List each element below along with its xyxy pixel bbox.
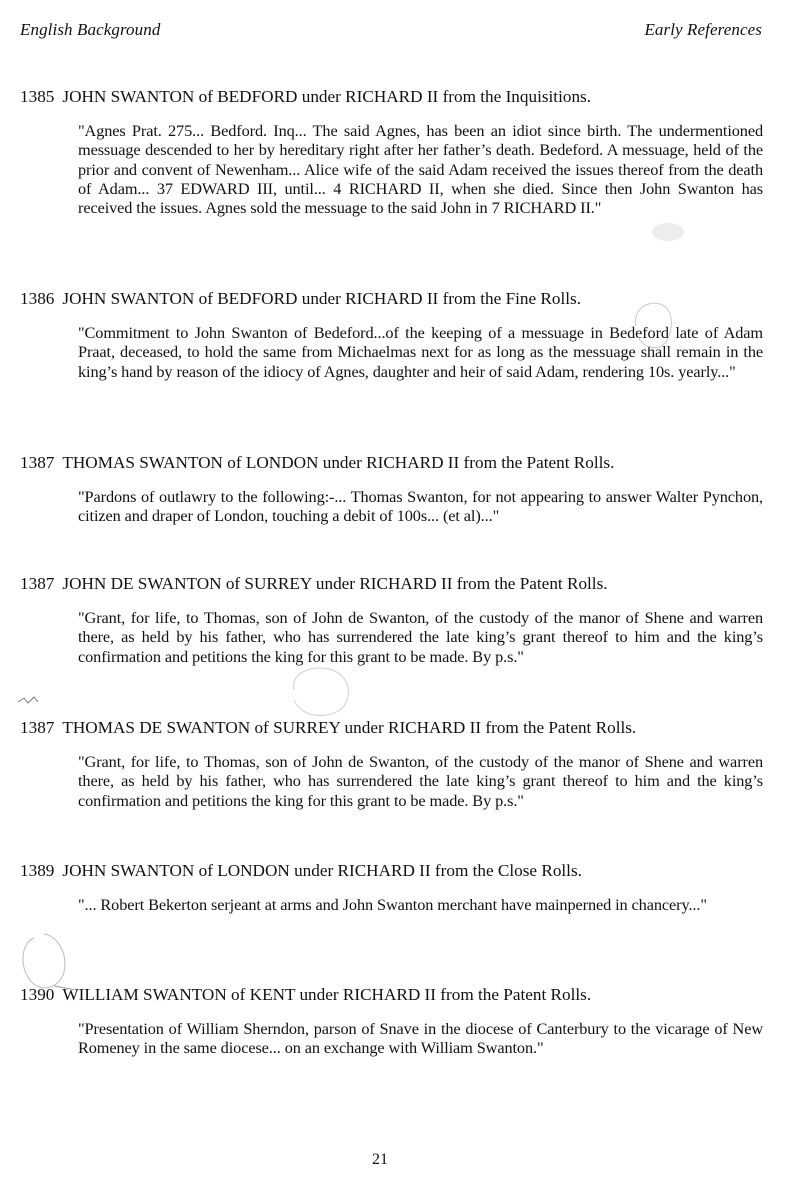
running-head-left: English Background — [20, 20, 161, 39]
page-number: 21 — [372, 1151, 388, 1168]
entry-year: 1385 — [20, 87, 55, 106]
entry-title: JOHN SWANTON of BEDFORD under RICHARD II from the Fine Rolls. — [62, 289, 582, 308]
entry-year: 1389 — [20, 861, 55, 880]
entry-heading — [20, 452, 765, 474]
record-entry — [20, 717, 765, 810]
scan-smudge-mark — [642, 216, 690, 246]
entry-year: 1387 — [20, 574, 55, 593]
entry-year: 1386 — [20, 289, 55, 308]
entry-quote: "Pardons of outlawry to the following:-... Thomas Swanton, for not appearing to answer Walter Pynchon, citizen and draper of London, touching a debit of 100s... (et al)..." — [78, 487, 763, 526]
record-entry — [20, 984, 765, 1058]
entry-quote: "Agnes Prat. 275... Bedford. Inq... The said Agnes, has been an idiot since birth. The undermentioned messuage descended to her by hereditary right after her father’s death. Bedeford. A messuage, held of the prior and convent of Newenham... Alice wife of the said Adam received the issues thereof from the death of Adam... 37 EDWARD III, until... 4 RICHARD II, when she died. Since then John Swanton has received the issues. Agnes sold the messuage to the said John in 7 RICHARD II." — [78, 121, 763, 218]
entry-quote: "... Robert Bekerton serjeant at arms and John Swanton merchant have mainperned in chancery..." — [78, 895, 707, 914]
entry-heading — [20, 860, 765, 882]
record-entry — [20, 452, 765, 526]
record-entry — [20, 86, 765, 217]
entry-title: JOHN SWANTON of BEDFORD under RICHARD II from the Inquisitions. — [62, 87, 592, 106]
scan-smudge-mark — [284, 660, 360, 720]
entry-title: THOMAS DE SWANTON of SURREY under RICHARD II from the Patent Rolls. — [62, 718, 637, 737]
entry-quote: "Commitment to John Swanton of Bedeford...of the keeping of a messuage in Bedeford late of Adam Praat, deceased, to hold the same from Michaelmas next for as long as the messuage shall remain in the king’s hand by reason of the idiocy of Agnes, daughter and heir of said Adam, rendering 10s. yearly..." — [78, 323, 763, 381]
record-entry — [20, 288, 765, 381]
record-entry — [20, 860, 765, 914]
entry-title: WILLIAM SWANTON of KENT under RICHARD II from the Patent Rolls. — [62, 985, 592, 1004]
entry-year: 1390 — [20, 985, 55, 1004]
record-entry — [20, 573, 765, 666]
entry-year: 1387 — [20, 453, 55, 472]
entry-title: THOMAS SWANTON of LONDON under RICHARD II from the Patent Rolls. — [62, 453, 615, 472]
entry-quote: "Grant, for life, to Thomas, son of John de Swanton, of the custody of the manor of Shene and warren there, as held by his father, who has surrendered the late king’s grant thereof to him and the king’s confirmation and petitions the king for this grant to be made. By p.s." — [78, 608, 763, 666]
entry-title: JOHN DE SWANTON of SURREY under RICHARD II from the Patent Rolls. — [62, 574, 608, 593]
entry-title: JOHN SWANTON of LONDON under RICHARD II from the Close Rolls. — [62, 861, 582, 880]
entry-year: 1387 — [20, 718, 55, 737]
entry-quote: "Presentation of William Sherndon, parson of Snave in the diocese of Canterbury to the vicarage of New Romeney in the same diocese... on an exchange with William Swanton." — [78, 1019, 763, 1058]
entry-heading — [20, 984, 765, 1006]
entry-heading — [20, 717, 765, 739]
entry-heading — [20, 288, 765, 310]
entry-quote: "Grant, for life, to Thomas, son of John de Swanton, of the custody of the manor of Shene and warren there, as held by his father, who has surrendered the late king’s grant thereof to him and the king’s confirmation and petitions the king for this grant to be made. By p.s." — [78, 752, 763, 810]
scan-speck-mark — [16, 694, 42, 708]
running-head-right: Early References — [644, 20, 762, 39]
entry-heading — [20, 86, 765, 108]
entry-heading — [20, 573, 765, 595]
